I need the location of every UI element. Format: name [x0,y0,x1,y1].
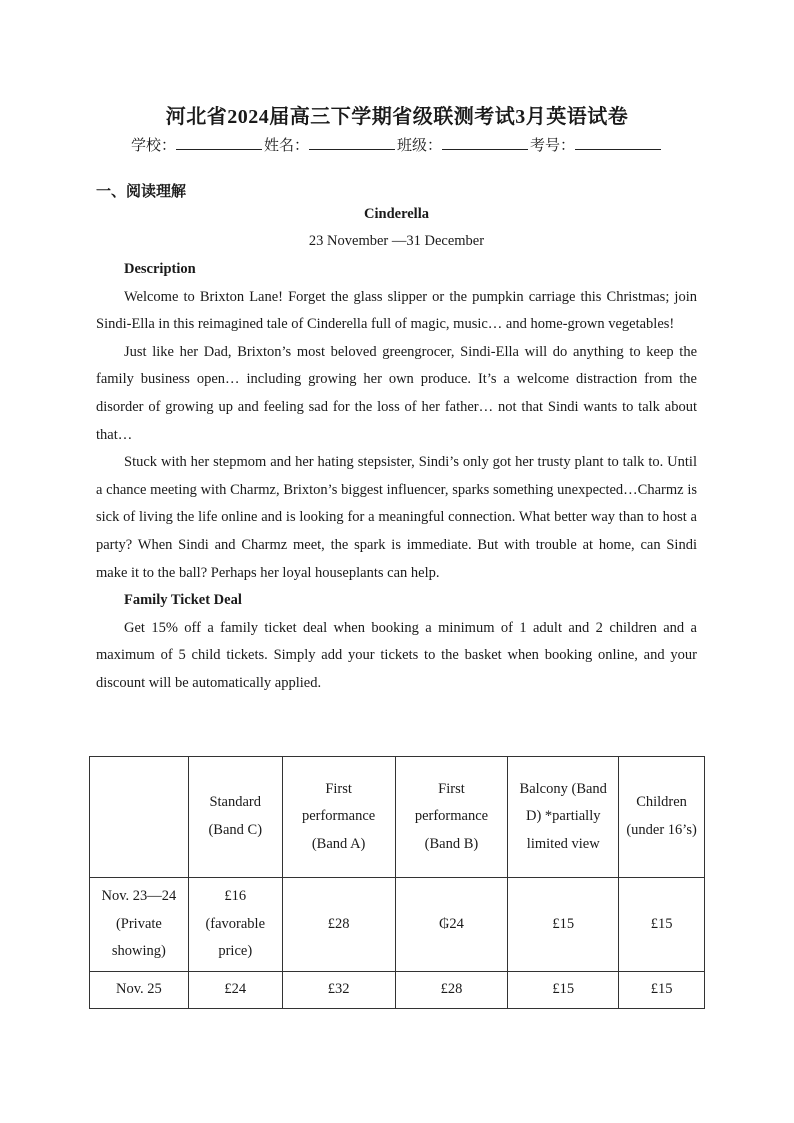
deal-heading: Family Ticket Deal [124,592,242,609]
passage-dates: 23 November —31 December [308,233,485,249]
table-header-row [90,757,705,878]
class-blank[interactable] [442,135,528,150]
table-cell: £16 (favorable price) [188,878,282,972]
table-cell: £15 [619,972,705,1009]
exam-number-blank[interactable] [575,135,661,150]
school-blank[interactable] [176,135,262,150]
header-cell: First performance (Band B) [395,757,508,878]
paragraph: Just like her Dad, Brixton’s most beloved greengrocer, Sindi-Ella will do anything to keep the family business open… including growing her own produce. It’s a welcome distraction from the disorder of growing up and feeling sad for the loss of her father… not that Sindi wants to talk about that… [96,343,697,443]
school-label: 学校： [130,138,176,154]
table-row [90,878,705,972]
header-cell: Standard (Band C) [188,757,282,878]
table-cell: £32 [282,972,395,1009]
table-cell: £28 [282,878,395,972]
student-info-line [0,134,794,155]
passage-title: Cinderella [364,206,429,222]
header-cell: First performance (Band A) [282,757,395,878]
header-cell: Balcony (Band D) *partially limited view [508,757,619,878]
name-blank[interactable] [309,135,395,150]
table-cell: £15 [619,878,705,972]
deal-paragraph: Get 15% off a family ticket deal when booking a minimum of 1 adult and 2 children and a maximum of 5 child tickets. Simply add your tickets to the basket when booking online, and your discount will be automatically applied. [96,619,697,691]
table-cell: Nov. 25 [90,972,189,1009]
table-cell: £24 [188,972,282,1009]
table-cell: £15 [508,878,619,972]
reading-passage [96,202,697,698]
ticket-price-table [89,756,705,1009]
header-cell [90,757,189,878]
header-cell: Children (under 16’s) [619,757,705,878]
paragraph: Welcome to Brixton Lane! Forget the glass slipper or the pumpkin carriage this Christmas; join Sindi-Ella in this reimagined tale of Cinderella full of magic, music… and home-grown vegetables! [96,288,697,333]
table-cell: £28 [395,972,508,1009]
table-cell: £15 [508,972,619,1009]
class-label: 班级： [397,138,443,154]
section-heading: 一、阅读理解 [96,184,187,200]
table-row [90,972,705,1009]
table-cell: Nov. 23—24 (Private showing) [90,878,189,972]
table-cell: ₲24 [395,878,508,972]
paragraph: Stuck with her stepmom and her hating stepsister, Sindi’s only got her trusty plant to talk to. Until a chance meeting with Charmz, Brixton’s biggest influencer, sparks something unexpected…Charmz is sick of living the life online and is looking for a meaningful connection. What better way than to host a party? When Sindi and Charmz meet, the spark is immediate. But with trouble at home, can Sindi make it to the ball? Perhaps her loyal houseplants can help. [96,454,697,581]
description-heading: Description [124,261,196,277]
exam-title: 河北省2024届高三下学期省级联测考试3月英语试卷 [165,106,629,128]
exam-number-label: 考号： [530,138,576,154]
name-label: 姓名： [263,138,309,154]
